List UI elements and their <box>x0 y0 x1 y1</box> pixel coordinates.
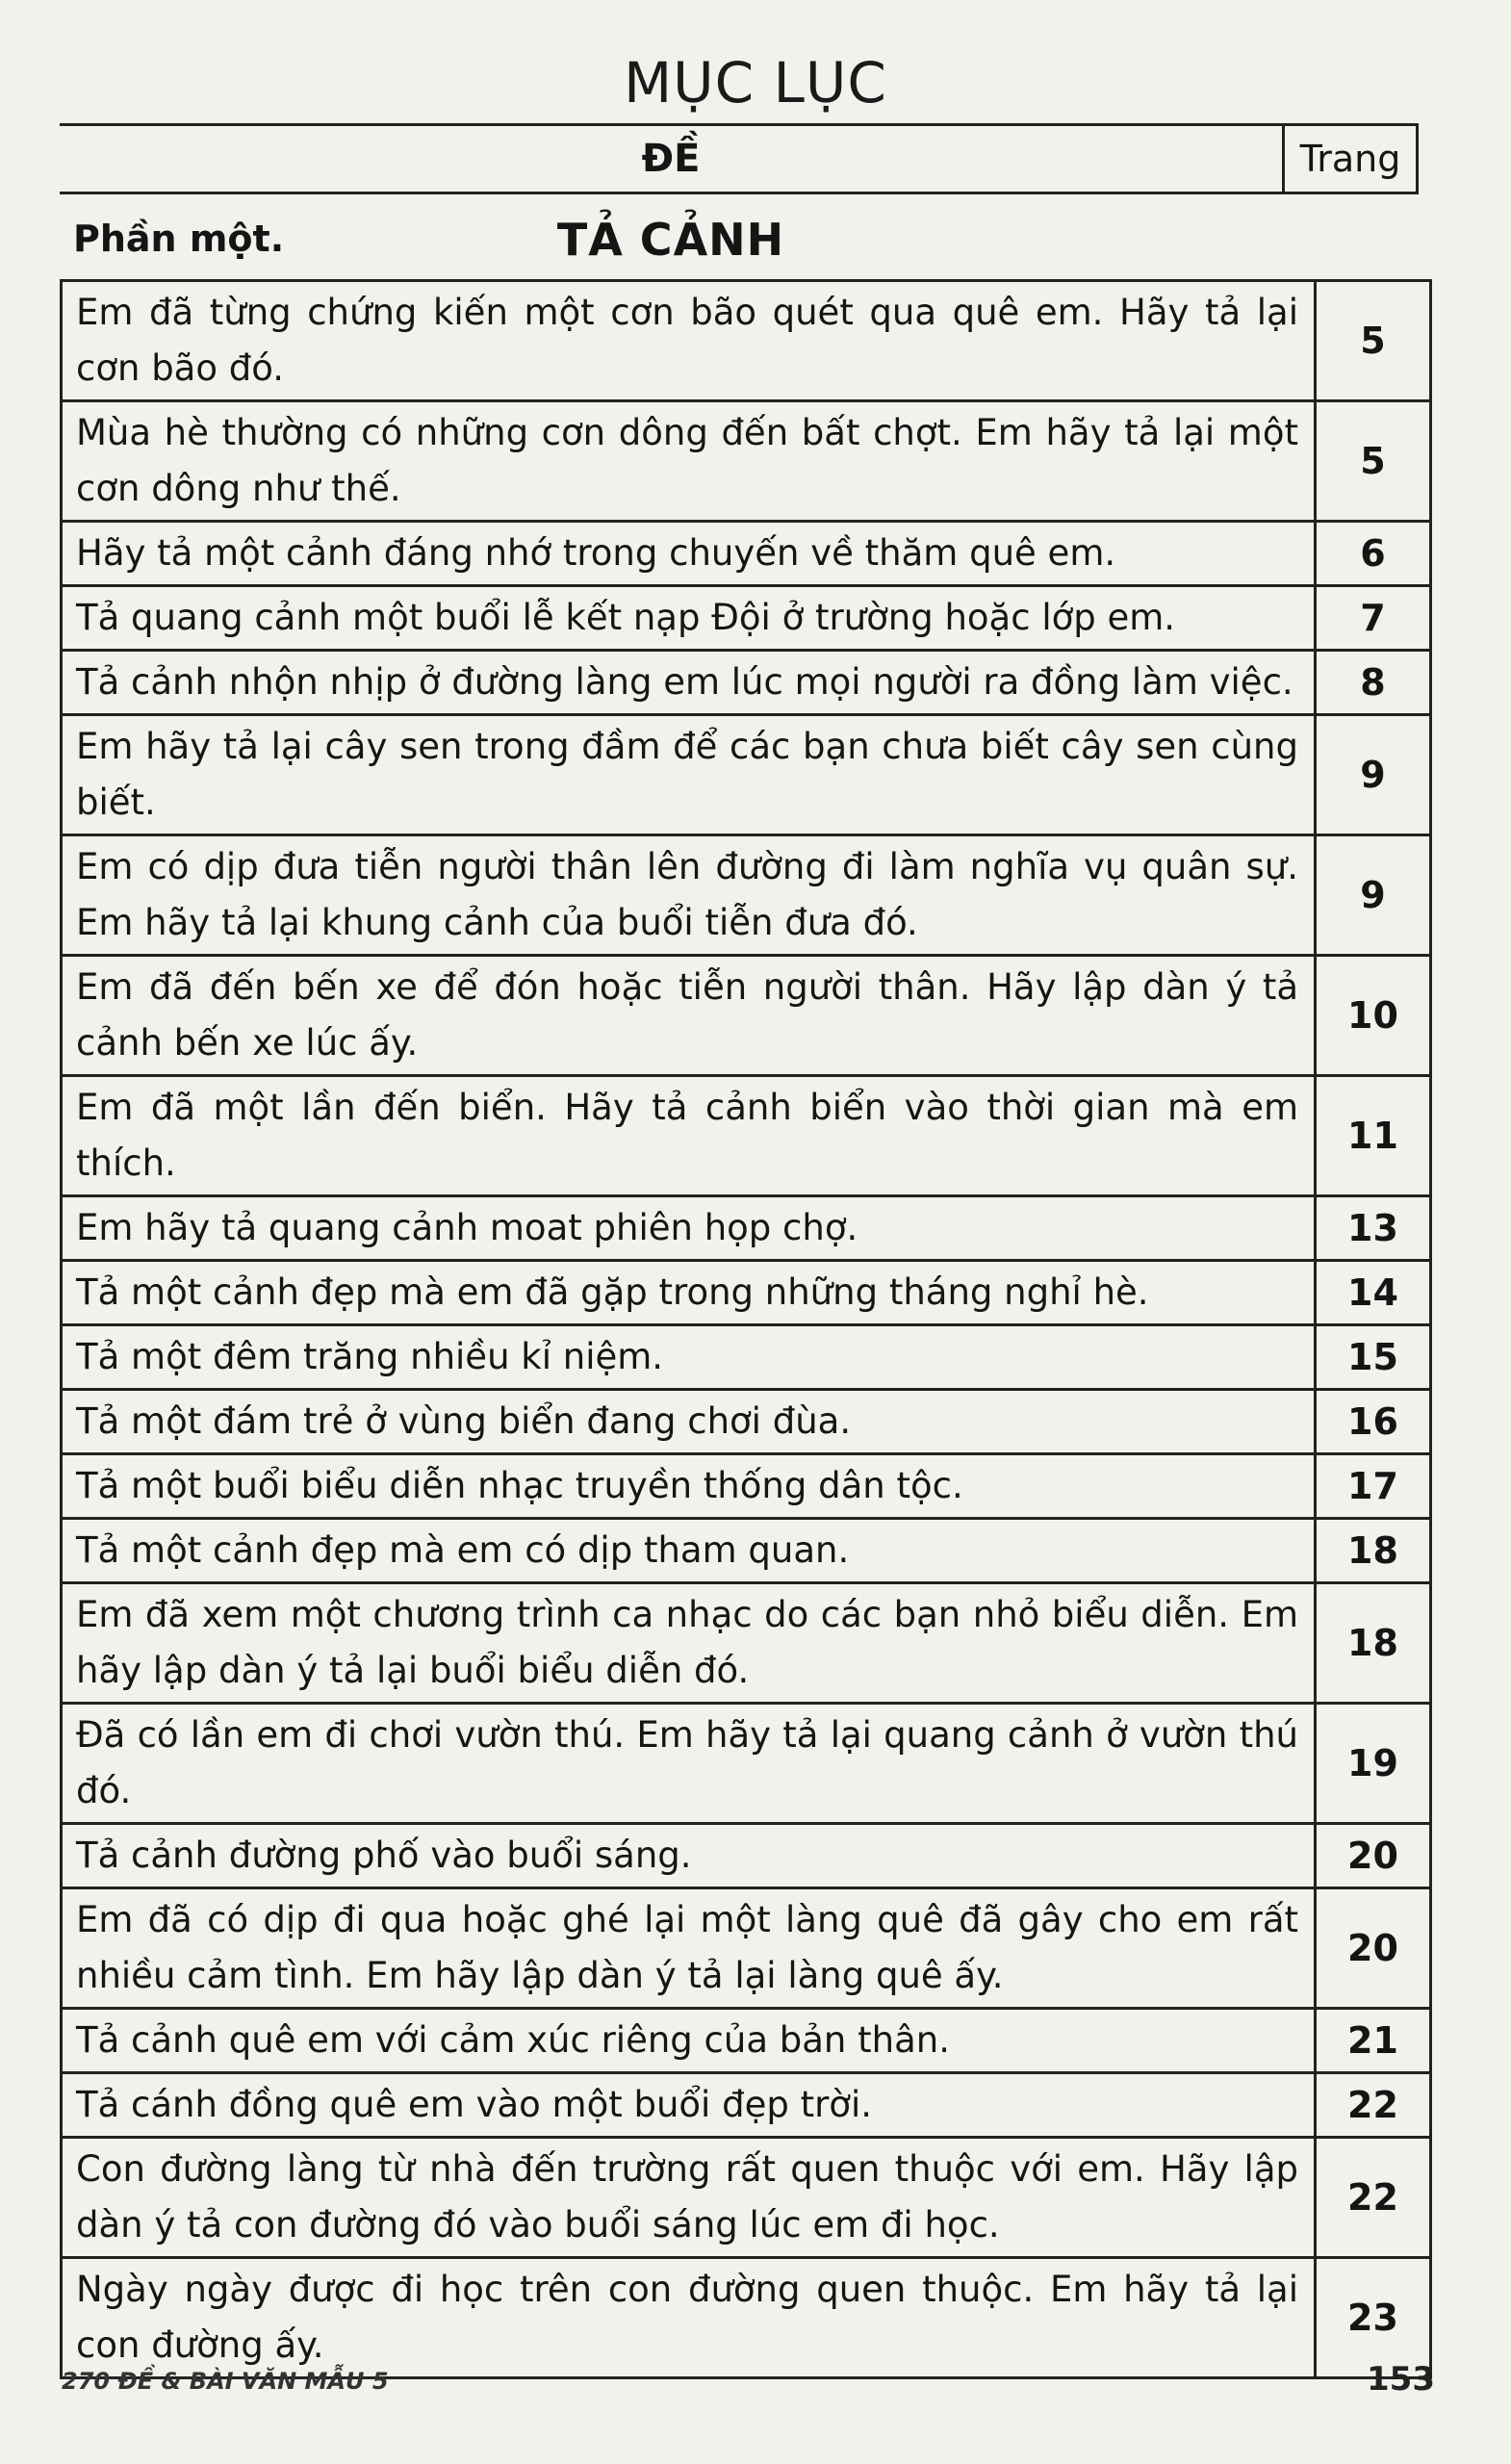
toc-entry-page: 10 <box>1316 956 1431 1076</box>
toc-row <box>62 1583 1431 1704</box>
toc-row <box>62 1704 1431 1824</box>
toc-header <box>60 123 1419 194</box>
toc-entry-topic: Tả một cảnh đẹp mà em đã gặp trong những tháng nghỉ hè. <box>62 1261 1316 1325</box>
toc-entry-page: 17 <box>1316 1454 1431 1519</box>
toc-row <box>62 401 1431 522</box>
header-topic-column: ĐỀ <box>641 137 701 181</box>
toc-entry-topic: Hãy tả một cảnh đáng nhớ trong chuyến về thăm quê em. <box>62 522 1316 586</box>
toc-entry-page: 15 <box>1316 1325 1431 1390</box>
toc-entry-page: 20 <box>1316 1888 1431 2009</box>
toc-entry-page: 21 <box>1316 2009 1431 2073</box>
toc-row <box>62 2138 1431 2258</box>
toc-entry-page: 18 <box>1316 1519 1431 1583</box>
toc-row <box>62 1325 1431 1390</box>
toc-entry-topic: Tả cảnh nhộn nhịp ở đường làng em lúc mọi người ra đồng làm việc. <box>62 651 1316 715</box>
toc-entry-page: 9 <box>1316 835 1431 956</box>
toc-entry-topic: Tả một buổi biểu diễn nhạc truyền thống dân tộc. <box>62 1454 1316 1519</box>
toc-entry-topic: Tả một đám trẻ ở vùng biển đang chơi đùa. <box>62 1390 1316 1454</box>
toc-entry-page: 8 <box>1316 651 1431 715</box>
toc-entry-page: 18 <box>1316 1583 1431 1704</box>
toc-row <box>62 956 1431 1076</box>
toc-body <box>62 281 1431 2378</box>
toc-entry-page: 16 <box>1316 1390 1431 1454</box>
toc-entry-topic: Em đã từng chứng kiến một cơn bão quét qua quê em. Hãy tả lại cơn bão đó. <box>62 281 1316 401</box>
toc-row <box>62 586 1431 651</box>
toc-entry-topic: Em đã có dịp đi qua hoặc ghé lại một làng quê đã gây cho em rất nhiều cảm tình. Em hãy lập dàn ý tả lại làng quê ấy. <box>62 1888 1316 2009</box>
toc-row <box>62 1261 1431 1325</box>
header-page-column: Trang <box>1282 126 1416 192</box>
toc-entry-topic: Em đã xem một chương trình ca nhạc do các bạn nhỏ biểu diễn. Em hãy lập dàn ý tả lại buổi biểu diễn đó. <box>62 1583 1316 1704</box>
toc-entry-page: 9 <box>1316 715 1431 835</box>
toc-row <box>62 1076 1431 1196</box>
toc-entry-topic: Em đã một lần đến biển. Hãy tả cảnh biển vào thời gian mà em thích. <box>62 1076 1316 1196</box>
toc-entry-topic: Đã có lần em đi chơi vườn thú. Em hãy tả lại quang cảnh ở vườn thú đó. <box>62 1704 1316 1824</box>
toc-entry-page: 23 <box>1316 2258 1431 2378</box>
toc-entry-page: 19 <box>1316 1704 1431 1824</box>
footer-book-title: 270 ĐỀ & BÀI VĂN MẪU 5 <box>62 2368 389 2395</box>
toc-row <box>62 2258 1431 2378</box>
toc-entry-topic: Tả quang cảnh một buổi lễ kết nạp Đội ở trường hoặc lớp em. <box>62 586 1316 651</box>
toc-row <box>62 1519 1431 1583</box>
toc-row <box>62 651 1431 715</box>
toc-row <box>62 1824 1431 1888</box>
toc-entry-topic: Tả một cảnh đẹp mà em có dịp tham quan. <box>62 1519 1316 1583</box>
footer-page-number: 153 <box>1367 2360 1435 2399</box>
toc-entry-page: 11 <box>1316 1076 1431 1196</box>
toc-entry-topic: Em có dịp đưa tiễn người thân lên đường đi làm nghĩa vụ quân sự. Em hãy tả lại khung cảnh của buổi tiễn đưa đó. <box>62 835 1316 956</box>
toc-entry-page: 20 <box>1316 1824 1431 1888</box>
toc-entry-page: 5 <box>1316 281 1431 401</box>
section-heading <box>60 204 1419 277</box>
toc-entry-page: 7 <box>1316 586 1431 651</box>
toc-entry-topic: Ngày ngày được đi học trên con đường quen thuộc. Em hãy tả lại con đường ấy. <box>62 2258 1316 2378</box>
toc-row <box>62 522 1431 586</box>
toc-entry-topic: Con đường làng từ nhà đến trường rất quen thuộc với em. Hãy lập dàn ý tả con đường đó vào buổi sáng lúc em đi học. <box>62 2138 1316 2258</box>
toc-entry-topic: Tả cánh đồng quê em vào một buổi đẹp trời. <box>62 2073 1316 2138</box>
toc-entry-topic: Tả cảnh quê em với cảm xúc riêng của bản thân. <box>62 2009 1316 2073</box>
toc-row <box>62 1454 1431 1519</box>
page-title: MỤC LỤC <box>624 50 887 116</box>
section-part-label: Phần một. <box>73 218 285 260</box>
toc-row <box>62 715 1431 835</box>
toc-entry-topic: Em hãy tả quang cảnh moat phiên họp chợ. <box>62 1196 1316 1261</box>
toc-entry-page: 14 <box>1316 1261 1431 1325</box>
toc-entry-topic: Mùa hè thường có những cơn dông đến bất chợt. Em hãy tả lại một cơn dông như thế. <box>62 401 1316 522</box>
toc-entry-topic: Tả một đêm trăng nhiều kỉ niệm. <box>62 1325 1316 1390</box>
toc-entry-page: 6 <box>1316 522 1431 586</box>
toc-row <box>62 835 1431 956</box>
toc-entry-page: 13 <box>1316 1196 1431 1261</box>
toc-row <box>62 1196 1431 1261</box>
toc-row <box>62 1888 1431 2009</box>
toc-row <box>62 1390 1431 1454</box>
toc-entry-page: 5 <box>1316 401 1431 522</box>
toc-entry-topic: Em hãy tả lại cây sen trong đầm để các bạn chưa biết cây sen cùng biết. <box>62 715 1316 835</box>
section-title: TẢ CẢNH <box>556 214 785 266</box>
toc-entry-page: 22 <box>1316 2138 1431 2258</box>
toc-row <box>62 2009 1431 2073</box>
toc-entry-topic: Em đã đến bến xe để đón hoặc tiễn người thân. Hãy lập dàn ý tả cảnh bến xe lúc ấy. <box>62 956 1316 1076</box>
toc-row <box>62 2073 1431 2138</box>
toc-entry-topic: Tả cảnh đường phố vào buổi sáng. <box>62 1824 1316 1888</box>
toc-row <box>62 281 1431 401</box>
toc-table <box>60 279 1432 2379</box>
toc-entry-page: 22 <box>1316 2073 1431 2138</box>
